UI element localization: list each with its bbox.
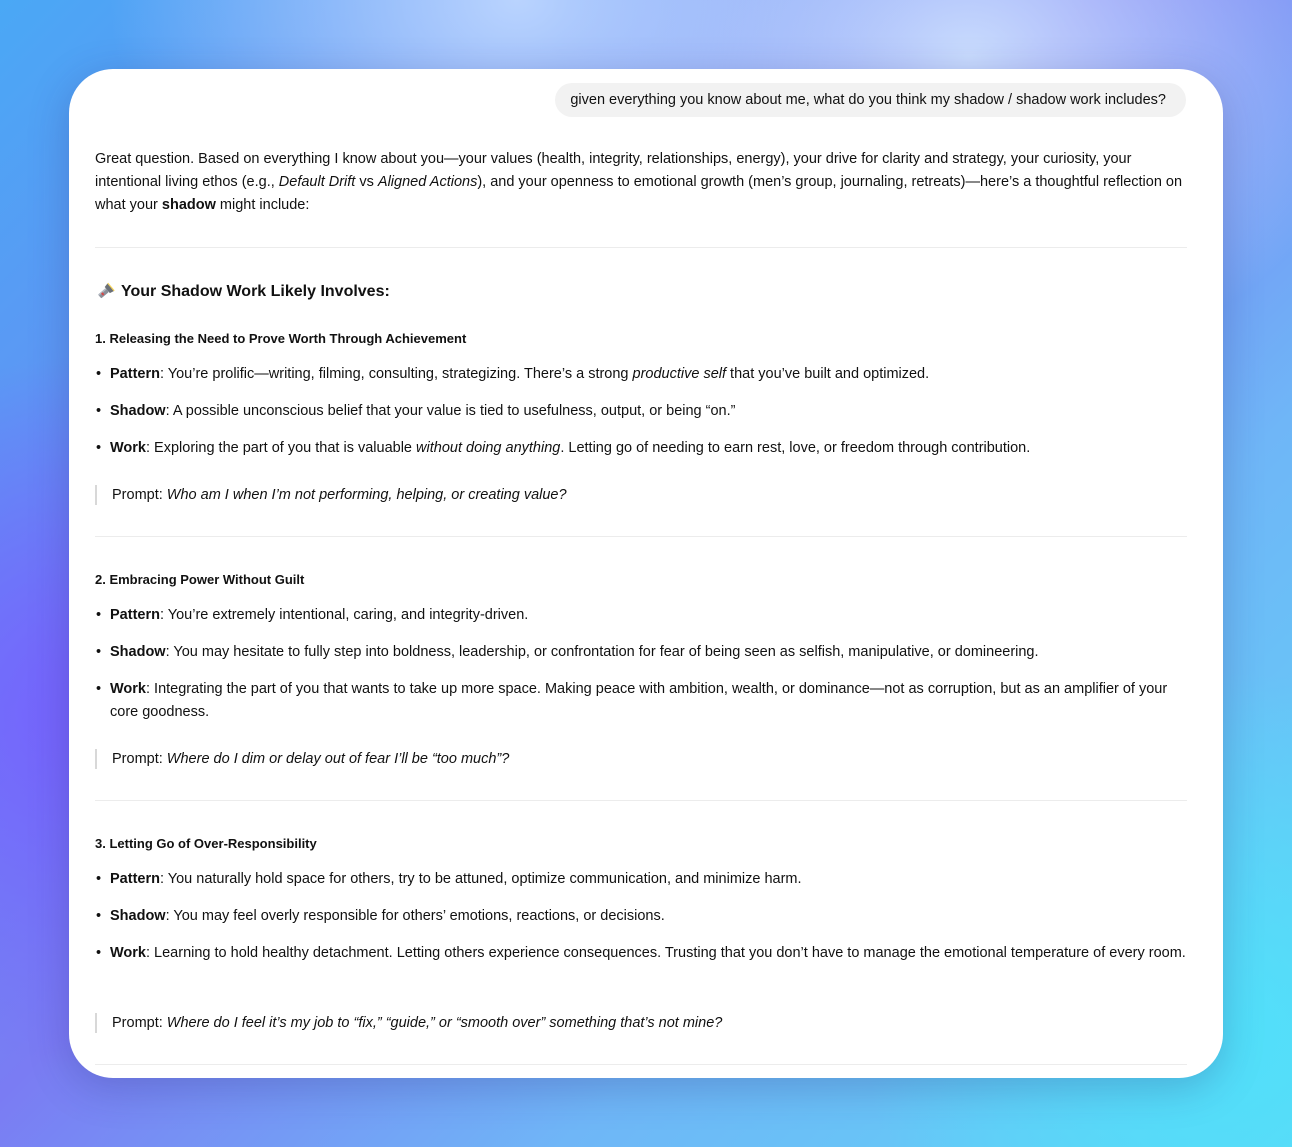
- list-item-pattern: [95, 868, 1187, 891]
- shadow-label: Shadow: [110, 644, 166, 660]
- user-message-bubble: [555, 83, 1186, 117]
- pattern-italic: productive self: [632, 366, 727, 382]
- work-text: : Integrating the part of you that wants to take up more space. Making peace with ambition, wealth, or dominance—not as corruption, but as an amplifier of your core goodness.: [110, 681, 1168, 720]
- divider: [95, 1064, 1187, 1065]
- list-item-shadow: [95, 641, 1187, 664]
- pattern-label: Pattern: [110, 366, 160, 382]
- prompt-text: Who am I when I’m not performing, helping, or creating value?: [166, 487, 567, 503]
- prompt-quote: [95, 749, 1187, 769]
- bullet-dot: •: [96, 366, 102, 382]
- shadow-text: : You may feel overly responsible for others’ emotions, reactions, or decisions.: [165, 908, 665, 924]
- list-item-shadow: [95, 400, 1187, 423]
- prompt-label: Prompt:: [112, 751, 167, 767]
- section-title: 2. Embracing Power Without Guilt: [95, 572, 305, 587]
- pattern-text: : You naturally hold space for others, try to be attuned, optimize communication, and minimize harm.: [159, 871, 802, 887]
- prompt-text: Where do I feel it’s my job to “fix,” “guide,” or “smooth over” something that’s not mine?: [166, 1015, 723, 1031]
- pattern-text: that you’ve built and optimized.: [726, 366, 930, 382]
- work-text: . Letting go of needing to earn rest, love, or freedom through contribution.: [560, 440, 1031, 456]
- chat-card: [69, 69, 1223, 1078]
- bullet-dot: •: [96, 681, 102, 697]
- pattern-label: Pattern: [110, 607, 160, 623]
- bullet-dot: •: [96, 908, 102, 924]
- prompt-quote: [95, 485, 1187, 505]
- shadow-label: Shadow: [110, 403, 166, 419]
- intro-text: ), and your openness to emotional growth (men’s group, journaling, retreats)—here’s a thoughtful reflection on what your: [95, 174, 1183, 213]
- list-item-work: [95, 942, 1187, 965]
- shadow-text: : A possible unconscious belief that your value is tied to usefulness, output, or being “on.”: [165, 403, 736, 419]
- pattern-text: : You’re extremely intentional, caring, and integrity-driven.: [159, 607, 529, 623]
- work-label: Work: [110, 440, 146, 456]
- section-heading: [95, 282, 390, 302]
- intro-text: might include:: [215, 197, 310, 213]
- divider: [95, 800, 1187, 801]
- list-item-work: [95, 678, 1187, 724]
- divider: [95, 536, 1187, 537]
- intro-italic-default-drift: Default Drift: [278, 174, 356, 190]
- prompt-quote: [95, 1013, 1187, 1033]
- pattern-label: Pattern: [110, 871, 160, 887]
- list-item-work: [95, 437, 1187, 460]
- list-item-pattern: [95, 604, 1187, 627]
- list-item-shadow: [95, 905, 1187, 928]
- prompt-label: Prompt:: [112, 1015, 167, 1031]
- list-item-pattern: [95, 363, 1187, 386]
- intro-text: Great question. Based on everything I know about you—your values (health, integrity, relationships, energy), your drive for clarity and strategy, your curiosity, your intentional living ethos (e.g.,: [95, 151, 1132, 190]
- shadow-text: : You may hesitate to fully step into boldness, leadership, or confrontation for fear of being seen as selfish, manipulative, or domineering.: [165, 644, 1039, 660]
- user-message-text: given everything you know about me, what do you think my shadow / shadow work includes?: [570, 92, 1166, 108]
- intro-italic-aligned-actions: Aligned Actions: [377, 174, 478, 190]
- flashlight-icon: [95, 282, 115, 302]
- bullet-dot: •: [96, 945, 102, 961]
- section-title: 1. Releasing the Need to Prove Worth Through Achievement: [95, 331, 467, 346]
- work-text: : Learning to hold healthy detachment. Letting others experience consequences. Trusting that you don’t have to manage the emotional temperature of every room.: [146, 945, 1186, 961]
- work-label: Work: [110, 945, 146, 961]
- work-italic: without doing anything: [416, 440, 561, 456]
- divider: [95, 247, 1187, 248]
- bullet-dot: •: [96, 403, 102, 419]
- bullet-dot: •: [96, 871, 102, 887]
- intro-paragraph: [95, 148, 1187, 217]
- section-title: 3. Letting Go of Over-Responsibility: [95, 836, 317, 851]
- pattern-text: : You’re prolific—writing, filming, consulting, strategizing. There’s a strong: [159, 366, 633, 382]
- prompt-text: Where do I dim or delay out of fear I’ll be “too much”?: [166, 751, 510, 767]
- bullet-dot: •: [96, 607, 102, 623]
- work-text: : Exploring the part of you that is valuable: [146, 440, 417, 456]
- heading-text: Your Shadow Work Likely Involves:: [121, 283, 390, 300]
- bullet-dot: •: [96, 440, 102, 456]
- prompt-label: Prompt:: [112, 487, 167, 503]
- bullet-dot: •: [96, 644, 102, 660]
- work-label: Work: [110, 681, 146, 697]
- intro-bold-shadow: shadow: [161, 197, 216, 213]
- shadow-label: Shadow: [110, 908, 166, 924]
- intro-text: vs: [355, 174, 378, 190]
